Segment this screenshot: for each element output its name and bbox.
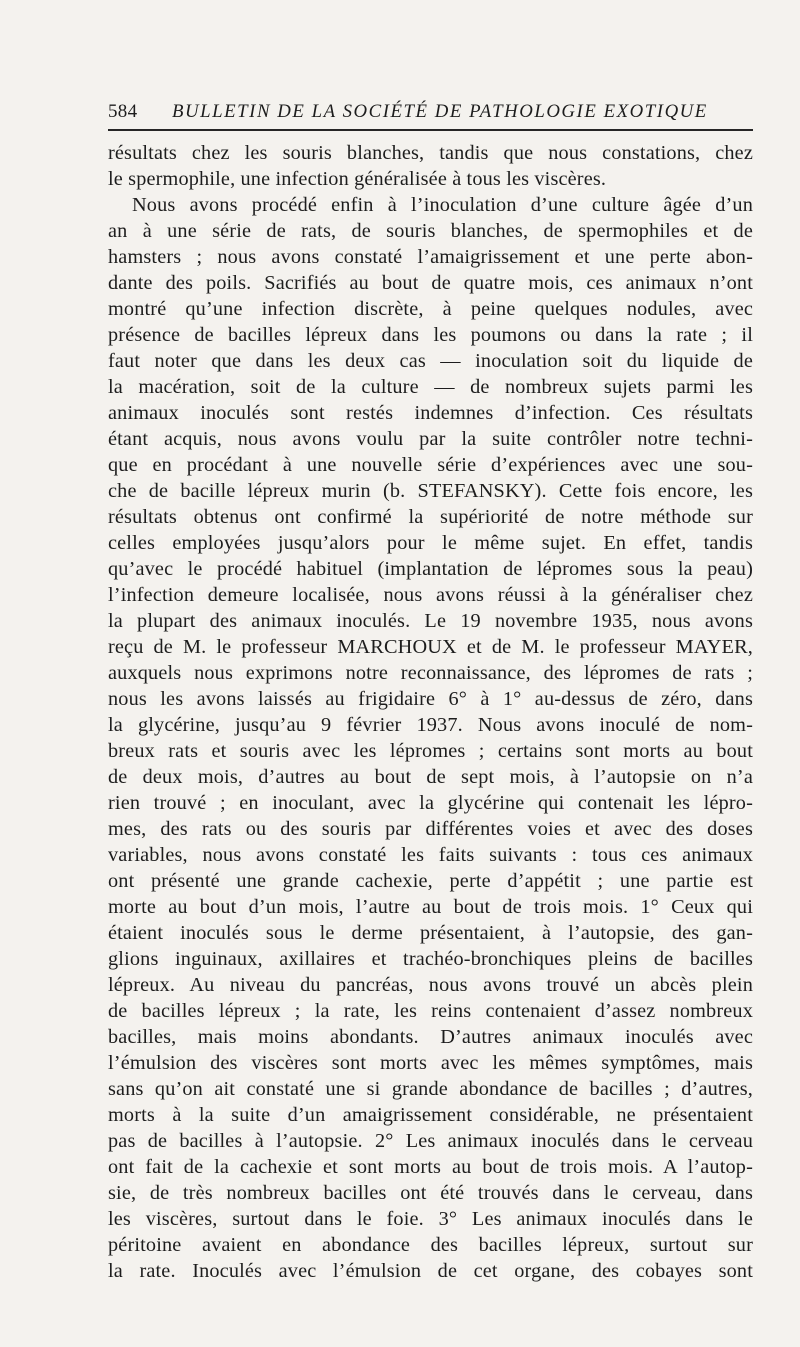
text-line: rien trouvé ; en inoculant, avec la glycérine qui contenait les lépro-	[108, 792, 753, 814]
page-number: 584	[108, 101, 138, 122]
text-line: Nous avons procédé enfin à l’inoculation d’une culture âgée d’un	[132, 194, 753, 216]
text-line: dante des poils. Sacrifiés au bout de quatre mois, ces animaux n’ont	[108, 272, 753, 294]
text-line: celles employées jusqu’alors pour le même sujet. En effet, tandis	[108, 532, 753, 554]
text-line: reçu de M. le professeur MARCHOUX et de M. le professeur MAYER,	[108, 636, 753, 658]
text-line: pas de bacilles à l’autopsie. 2° Les animaux inoculés dans le cerveau	[108, 1130, 753, 1152]
text-line: la plupart des animaux inoculés. Le 19 novembre 1935, nous avons	[108, 610, 753, 632]
text-line: péritoine avaient en abondance des bacilles lépreux, surtout sur	[108, 1234, 753, 1256]
text-line: l’infection demeure localisée, nous avons réussi à la généraliser chez	[108, 584, 753, 606]
text-line: résultats obtenus ont confirmé la supériorité de notre méthode sur	[108, 506, 753, 528]
text-line: la macération, soit de la culture — de nombreux sujets parmi les	[108, 376, 753, 398]
body-text	[108, 140, 753, 1282]
text-line: ont présenté une grande cachexie, perte d’appétit ; une partie est	[108, 870, 753, 892]
text-line: que en procédant à une nouvelle série d’expériences avec une sou-	[108, 454, 753, 476]
text-line: morts à la suite d’un amaigrissement considérable, ne présentaient	[108, 1104, 753, 1126]
text-line: morte au bout d’un mois, l’autre au bout de trois mois. 1° Ceux qui	[108, 896, 753, 918]
text-line: l’émulsion des viscères sont morts avec les mêmes symptômes, mais	[108, 1052, 753, 1074]
text-line: la rate. Inoculés avec l’émulsion de cet organe, des cobayes sont	[108, 1260, 753, 1282]
text-line: auxquels nous exprimons notre reconnaissance, des lépromes de rats ;	[108, 662, 753, 684]
text-line: che de bacille lépreux murin (b. STEFANSKY). Cette fois encore, les	[108, 480, 753, 502]
text-line: le spermophile, une infection généralisée à tous les viscères.	[108, 168, 607, 190]
text-line: présence de bacilles lépreux dans les poumons ou dans la rate ; il	[108, 324, 753, 346]
text-line: qu’avec le procédé habituel (implantation de lépromes sous la peau)	[108, 558, 753, 580]
text-line: résultats chez les souris blanches, tandis que nous constations, chez	[108, 142, 753, 164]
text-line: de deux mois, d’autres au bout de sept mois, à l’autopsie on n’a	[108, 766, 753, 788]
text-line: de bacilles lépreux ; la rate, les reins contenaient d’assez nombreux	[108, 1000, 753, 1022]
text-line: sans qu’on ait constaté une si grande abondance de bacilles ; d’autres,	[108, 1078, 753, 1100]
text-line: faut noter que dans les deux cas — inoculation soit du liquide de	[108, 350, 753, 372]
running-title: BULLETIN DE LA SOCIÉTÉ DE PATHOLOGIE EXOTIQUE	[172, 101, 708, 122]
text-line: animaux inoculés sont restés indemnes d’infection. Ces résultats	[108, 402, 753, 424]
text-line: mes, des rats ou des souris par différentes voies et avec des doses	[108, 818, 753, 840]
text-line: bacilles, mais moins abondants. D’autres animaux inoculés avec	[108, 1026, 753, 1048]
text-line: variables, nous avons constaté les faits suivants : tous ces animaux	[108, 844, 753, 866]
text-line: breux rats et souris avec les lépromes ; certains sont morts au bout	[108, 740, 753, 762]
page-header	[108, 97, 753, 125]
text-line: nous les avons laissés au frigidaire 6° à 1° au-dessus de zéro, dans	[108, 688, 753, 710]
text-line: ont fait de la cachexie et sont morts au bout de trois mois. A l’autop-	[108, 1156, 753, 1178]
text-line: la glycérine, jusqu’au 9 février 1937. Nous avons inoculé de nom-	[108, 714, 753, 736]
text-line: étant acquis, nous avons voulu par la suite contrôler notre techni-	[108, 428, 753, 450]
text-line: les viscères, surtout dans le foie. 3° Les animaux inoculés dans le	[108, 1208, 753, 1230]
text-line: glions inguinaux, axillaires et trachéo-bronchiques pleins de bacilles	[108, 948, 753, 970]
text-line: étaient inoculés sous le derme présentaient, à l’autopsie, des gan-	[108, 922, 753, 944]
text-line: hamsters ; nous avons constaté l’amaigrissement et une perte abon-	[108, 246, 753, 268]
text-line: montré qu’une infection discrète, à peine quelques nodules, avec	[108, 298, 753, 320]
header-rule	[108, 129, 753, 131]
text-line: sie, de très nombreux bacilles ont été trouvés dans le cerveau, dans	[108, 1182, 753, 1204]
text-line: lépreux. Au niveau du pancréas, nous avons trouvé un abcès plein	[108, 974, 753, 996]
text-line: an à une série de rats, de souris blanches, de spermophiles et de	[108, 220, 753, 242]
